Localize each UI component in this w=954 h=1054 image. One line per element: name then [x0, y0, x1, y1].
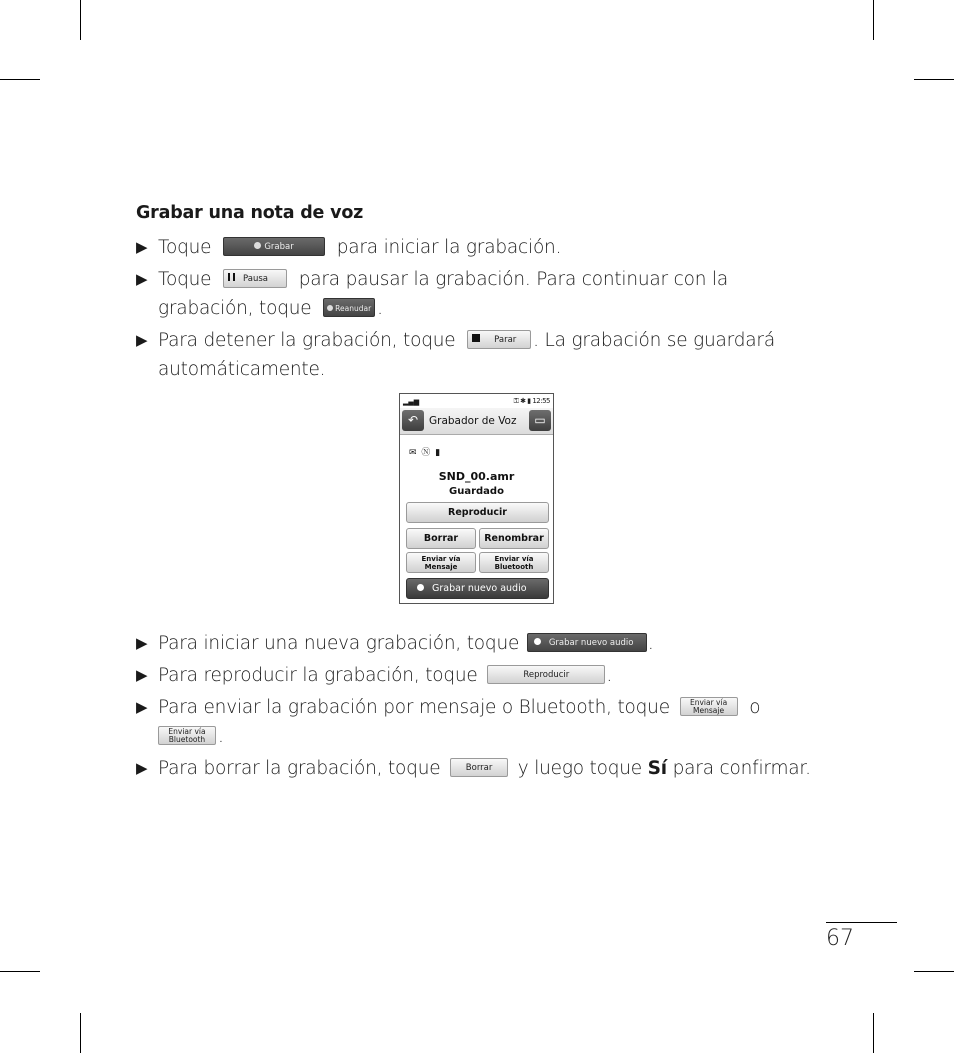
resume-button[interactable]: Reanudar: [323, 298, 375, 317]
delete-button[interactable]: Borrar: [450, 758, 508, 777]
instruction-item: ▶ Para borrar la grabación, toque Borrar y luego toque Sí para confirmar.: [136, 754, 836, 783]
file-info-icons: ✉ Ⓝ ▮: [409, 448, 442, 458]
app-header: [400, 408, 553, 435]
pause-button[interactable]: Pausa: [223, 269, 287, 288]
crop-mark: [873, 1013, 874, 1053]
bullet-arrow-icon: ▶: [136, 666, 148, 684]
crop-mark: [80, 0, 81, 40]
bullet-arrow-icon: ▶: [136, 698, 148, 716]
send-bluetooth-button[interactable]: Enviar vía Bluetooth: [158, 726, 216, 745]
play-button[interactable]: Reproducir: [487, 665, 605, 684]
crop-mark: [914, 971, 954, 972]
instruction-item: ▶ Para reproducir la grabación, toque Reproducir .: [136, 661, 836, 690]
stop-icon: [472, 334, 480, 342]
bullet-arrow-icon: ▶: [136, 634, 148, 652]
crop-mark: [0, 971, 40, 972]
back-icon[interactable]: ↶: [402, 410, 424, 431]
record-dot-icon: [534, 638, 541, 645]
crop-mark: [0, 79, 40, 80]
bullet-arrow-icon: ▶: [136, 270, 148, 288]
record-dot-icon: [417, 584, 424, 591]
record-dot-icon: [254, 242, 261, 249]
send-message-button[interactable]: Enviar vía Mensaje: [406, 552, 476, 573]
pause-icon: [228, 273, 235, 281]
play-button[interactable]: Reproducir: [406, 502, 549, 523]
status-icons: ⚿ ✱ ▮ 12:55: [513, 397, 550, 405]
instruction-item: ▶ Para iniciar una nueva grabación, toque Grabar nuevo audio .: [136, 629, 836, 658]
section-title: Grabar una nota de voz: [136, 203, 364, 223]
crop-mark: [80, 1013, 81, 1053]
delete-button[interactable]: Borrar: [406, 528, 476, 549]
record-new-button[interactable]: Grabar nuevo audio: [406, 578, 549, 599]
confirm-word: Sí: [647, 758, 667, 779]
phone-screenshot: [399, 393, 554, 604]
crop-mark: [873, 0, 874, 40]
instruction-item: ▶ Toque Grabar para iniciar la grabación.: [136, 233, 836, 262]
record-new-button[interactable]: Grabar nuevo audio: [527, 633, 647, 652]
bullet-arrow-icon: ▶: [136, 238, 148, 256]
send-message-button[interactable]: Enviar vía Mensaje: [680, 697, 738, 716]
instruction-item: ▶ Para detener la grabación, toque Parar . La grabación se guardará automáticamente.: [136, 326, 836, 384]
save-status: Guardado: [449, 486, 504, 497]
record-dot-icon: [327, 305, 333, 311]
record-button[interactable]: Grabar: [223, 237, 325, 256]
stop-button[interactable]: Parar: [467, 330, 531, 349]
instruction-item: ▶ Para enviar la grabación por mensaje o Bluetooth, toque Enviar vía Mensaje o Enviar vía Bluetooth .: [136, 693, 836, 751]
send-bluetooth-button[interactable]: Enviar vía Bluetooth: [479, 552, 549, 573]
crop-mark: [914, 79, 954, 80]
bullet-arrow-icon: ▶: [136, 331, 148, 349]
file-name: SND_00.amr: [438, 470, 515, 483]
app-title: Grabador de Voz: [429, 415, 517, 427]
bullet-arrow-icon: ▶: [136, 759, 148, 777]
page-number-rule: [826, 922, 897, 923]
status-bar: [400, 394, 553, 408]
folder-icon[interactable]: ▭: [529, 410, 551, 431]
page-number: 67: [826, 926, 854, 951]
instruction-item: ▶ Toque Pausa para pausar la grabación. Para continuar con la grabación, toque Reanudar .: [136, 265, 836, 323]
signal-icon: ▂▄▆: [403, 398, 420, 406]
rename-button[interactable]: Renombrar: [479, 528, 549, 549]
